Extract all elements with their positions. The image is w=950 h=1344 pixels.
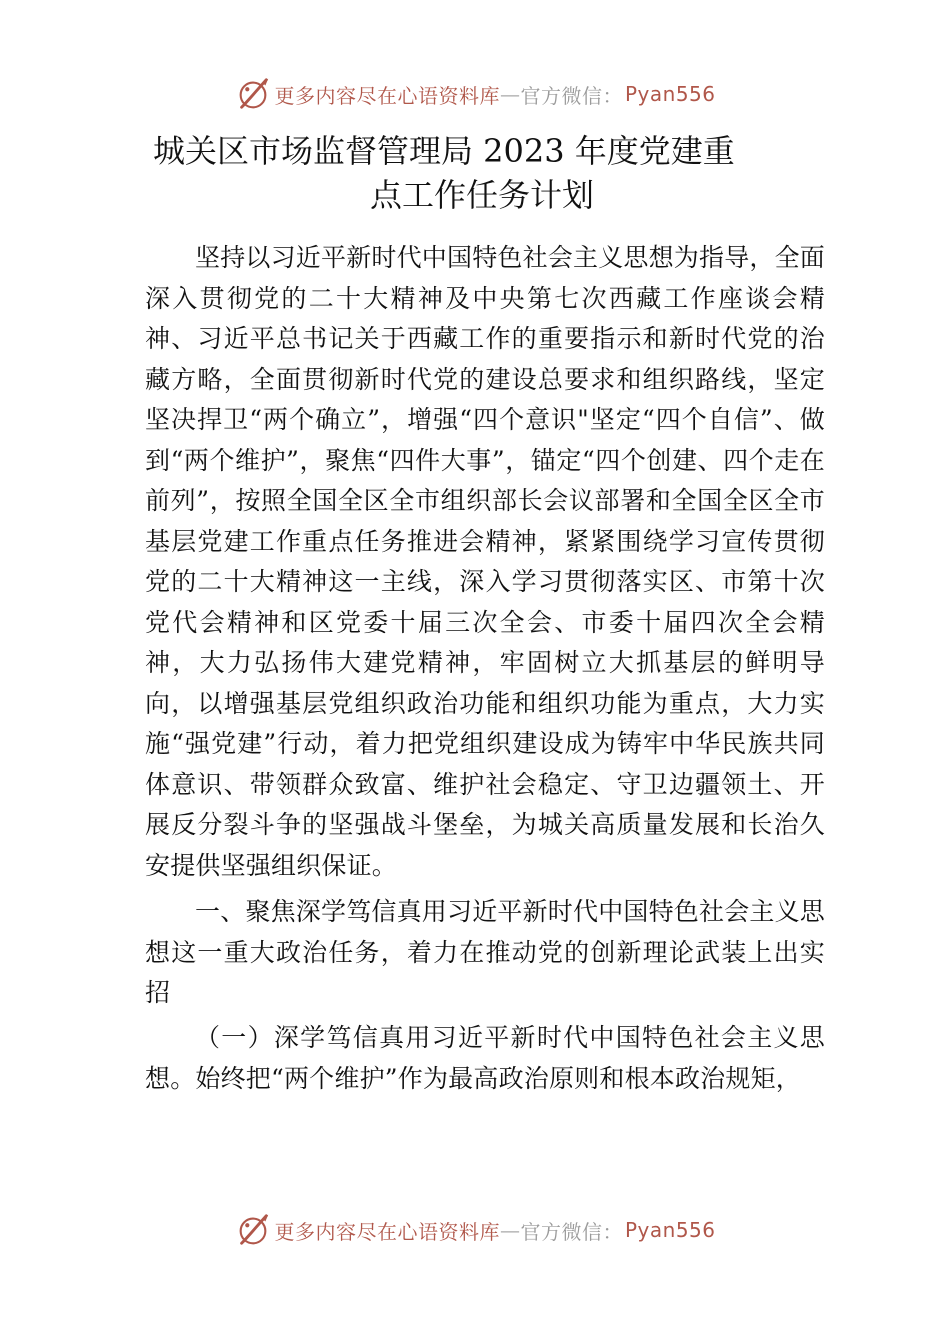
watermark-footer — [0, 1208, 950, 1252]
watermark-label: 官方微信： — [520, 83, 623, 108]
watermark-label: 官方微信： — [520, 1219, 623, 1244]
watermark-main-text: 更多内容尽在心语资料库 — [274, 83, 500, 108]
watermark-dash: — — [499, 82, 521, 106]
ink-brush-logo-icon — [234, 75, 272, 113]
section-1-block — [145, 892, 825, 1014]
section-1-heading: 一、聚焦深学笃信真用习近平新时代中国特色社会主义思想这一重大政治任务，着力在推动党的创新理论武装上出实招 — [145, 897, 826, 1007]
subsection-1-paragraph: （一）深学笃信真用习近平新时代中国特色社会主义思想。始终把“两个维护”作为最高政治原则和根本政治规矩， — [145, 1023, 825, 1093]
watermark-header — [0, 72, 950, 116]
watermark-main-text: 更多内容尽在心语资料库 — [274, 1219, 500, 1244]
subsection-1-block — [145, 1018, 825, 1099]
ink-brush-logo-icon — [234, 1211, 272, 1249]
intro-paragraph: 坚持以习近平新时代中国特色社会主义思想为指导，全面深入贯彻党的二十大精神及中央第七次西藏工作座谈会精神、习近平总书记关于西藏工作的重要指示和新时代党的治藏方略，全面贯彻新时代党的建设总要求和组织路线，坚定坚决捍卫“两个确立”，增强“四个意识"坚定“四个自信”、做到“两个维护”，聚焦“四件大事”，锚定“四个创建、四个走在前列”，按照全国全区全市组织部长会议部署和全国全区全市基层党建工作重点任务推进会精神，紧紧围绕学习宣传贯彻党的二十大精神这一主线，深入学习贯彻落实区、市第十次党代会精神和区党委十届三次全会、市委十届四次全会精神，大力弘扬伟大建党精神，牢固树立大抓基层的鲜明导向，以增强基层党组织政治功能和组织功能为重点，大力实施“强党建”行动，着力把党组织建设成为铸牢中华民族共同体意识、带领群众致富、维护社会稳定、守卫边疆领土、开展反分裂斗争的坚强战斗堡垒，为城关高质量发展和长治久安提供坚强组织保证。 — [145, 243, 826, 880]
document-title-line-2: 点工作任务计划 — [370, 176, 595, 214]
watermark-wechat-id: Pyan556 — [624, 1218, 716, 1242]
intro-paragraph-block — [145, 238, 825, 886]
watermark-wechat-id: Pyan556 — [624, 82, 716, 106]
watermark-dash: — — [499, 1218, 521, 1242]
document-title-line-1: 城关区市场监督管理局 2023 年度党建重 — [153, 132, 735, 170]
